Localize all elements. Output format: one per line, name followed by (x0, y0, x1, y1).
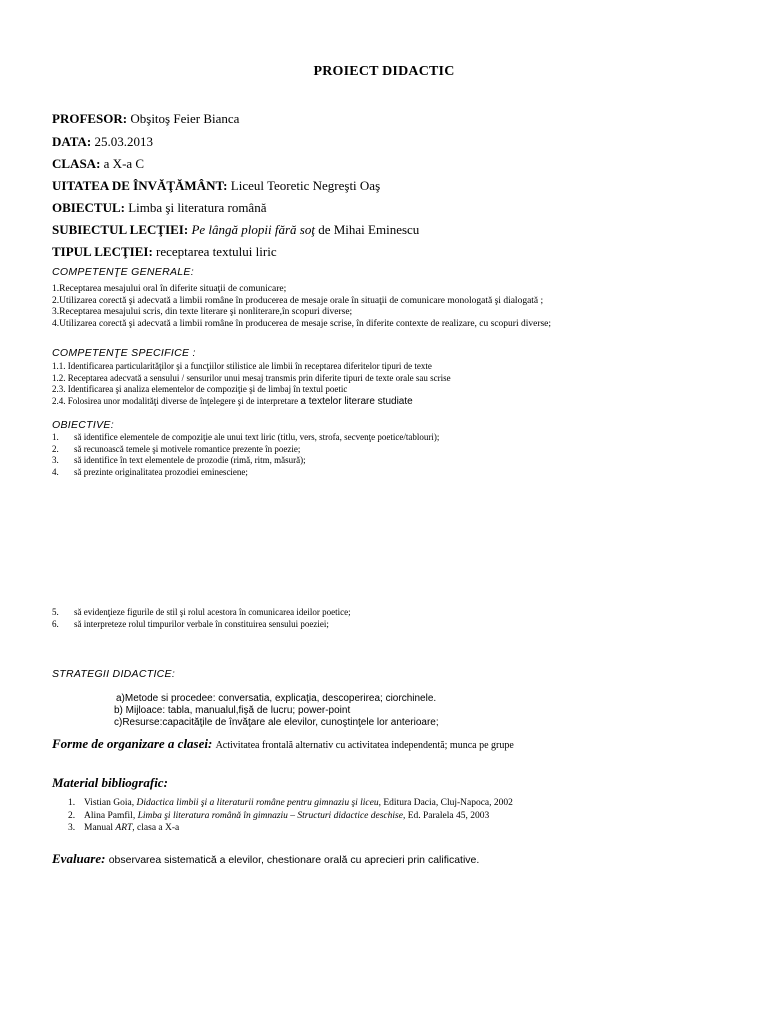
list-item: 2.Utilizarea corectă şi adecvată a limbii române în producerea de mesaje orale în situaţii de comunicare monologată şi dialogată ; (52, 295, 544, 306)
list-item: 2. să recunoască temele şi motivele romantice prezente în poezie; (52, 443, 301, 454)
strategii-resurse: c)Resurse:capacităţile de învăţare ale elevilor, cunoştinţele lor anterioare; (114, 717, 439, 728)
page-title: PROIECT DIDACTIC (313, 64, 455, 79)
field-unitatea (52, 178, 380, 194)
profesor-label: PROFESOR: (52, 111, 128, 126)
list-item: 1. Vistian Goia, Didactica limbii şi a literaturii române pentru gimnaziu şi liceu, Editura Dacia, Cluj-Napoca, 2002 (68, 798, 513, 808)
field-obiectul (52, 200, 266, 216)
list-item: 1. să identifice elementele de compoziţie ale unui text liric (titlu, vers, strofa, secvenţe poetice/tablouri); (52, 432, 440, 442)
list-item: 2.3. Identificarea şi analiza elementelor de compoziţie şi de limbaj în textul poetic (52, 384, 348, 394)
profesor-value: Obşitoş Feier Bianca (130, 111, 240, 126)
bibliography-list (68, 797, 513, 835)
obiectul-label: OBIECTUL: (52, 200, 125, 215)
list-item: 2. Alina Pamfil, Limba şi literatura română în gimnaziu – Structuri didactice deschise, Ed. Paralela 45, 2003 (68, 810, 490, 821)
competente-generale-list (52, 284, 551, 330)
list-item (52, 396, 451, 408)
data-value: 25.03.2013 (94, 134, 153, 149)
list-item: 1.2. Receptarea adecvată a sensului / sensurilor unui mesaj transmis prin diferite tipuri de texte orale sau scrise (52, 372, 451, 383)
competenta-2-4-b: a textelor literare studiate (300, 395, 413, 407)
subiectul-label: SUBIECTUL LECŢIEI: (52, 222, 189, 237)
obiective-heading: OBIECTIVE: (52, 419, 114, 431)
list-item: 3.Receptarea mesajului scris, din texte literare şi nonliterare,în scopuri diverse; (52, 307, 353, 317)
subiectul-author: de Mihai Eminescu (318, 222, 420, 237)
strategii-mijloace: b) Mijloace: tabla, manualul,fişă de lucru; power-point (114, 705, 351, 716)
field-data (52, 134, 153, 150)
subiectul-title: Pe lângă plopii fără soţ (191, 222, 315, 237)
field-tipul (52, 244, 277, 260)
field-profesor (52, 111, 239, 127)
competente-specifice-heading: COMPETENŢE SPECIFICE : (52, 347, 196, 359)
field-clasa (52, 156, 144, 172)
evaluare-value: observarea sistematică a elevilor, chestionare orală cu aprecieri prin calificative. (108, 854, 480, 866)
clasa-value: a X-a C (103, 156, 145, 171)
obiectul-value: Limba şi literatura română (128, 200, 267, 215)
competenta-2-4-a: 2.4. Folosirea unor modalităţi diverse de înţelegere şi de interpretare (52, 395, 299, 406)
unitatea-label: UITATEA DE ÎNVĂŢĂMÂNT: (52, 178, 228, 193)
strategii-metode: a)Metode si procedee: conversatia, explicaţia, descoperirea; ciorchinele. (116, 693, 437, 704)
obiective-list-bottom (52, 607, 351, 630)
list-item: 4. să prezinte originalitatea prozodiei eminesciene; (52, 466, 248, 477)
evaluare-label: Evaluare: (52, 851, 106, 866)
list-item: 5. să evidenţieze figurile de stil şi rolul acestora în comunicarea ideilor poetice; (52, 607, 351, 617)
unitatea-value: Liceul Teoretic Negreşti Oaş (230, 178, 381, 193)
strategii-heading: STRATEGII DIDACTICE: (52, 668, 176, 680)
clasa-label: CLASA: (52, 156, 101, 171)
competente-specifice-list (52, 361, 451, 407)
field-subiectul (52, 222, 419, 238)
tipul-label: TIPUL LECŢIEI: (52, 244, 153, 259)
material-heading: Material bibliografic: (52, 775, 168, 790)
list-item: 1.Receptarea mesajului oral în diferite situaţii de comunicare; (52, 284, 287, 294)
competente-generale-heading: COMPETENŢE GENERALE: (52, 266, 194, 278)
list-item: 3. Manual ART, clasa a X-a (68, 823, 180, 833)
forme-value: Activitatea frontală alternativ cu activitatea independentă; munca pe grupe (215, 740, 514, 751)
list-item: 3. să identifice în text elementele de prozodie (rimă, ritm, măsură); (52, 455, 306, 465)
forme-organizare (52, 736, 514, 752)
list-item: 1.1. Identificarea particularităţilor şi a funcţiilor stilistice ale limbii în receptarea diferitelor tipuri de texte (52, 361, 432, 371)
data-label: DATA: (52, 134, 92, 149)
evaluare (52, 851, 479, 867)
obiective-list-top (52, 432, 439, 478)
tipul-value: receptarea textului liric (156, 244, 277, 259)
forme-label: Forme de organizare a clasei: (52, 736, 213, 751)
list-item: 6. să interpreteze rolul timpurilor verbale în constituirea sensului poeziei; (52, 618, 329, 629)
list-item: 4.Utilizarea corectă şi adecvată a limbii române în producerea de mesaje scrise, în diferite contexte de realizare, cu scopuri diverse; (52, 318, 552, 329)
